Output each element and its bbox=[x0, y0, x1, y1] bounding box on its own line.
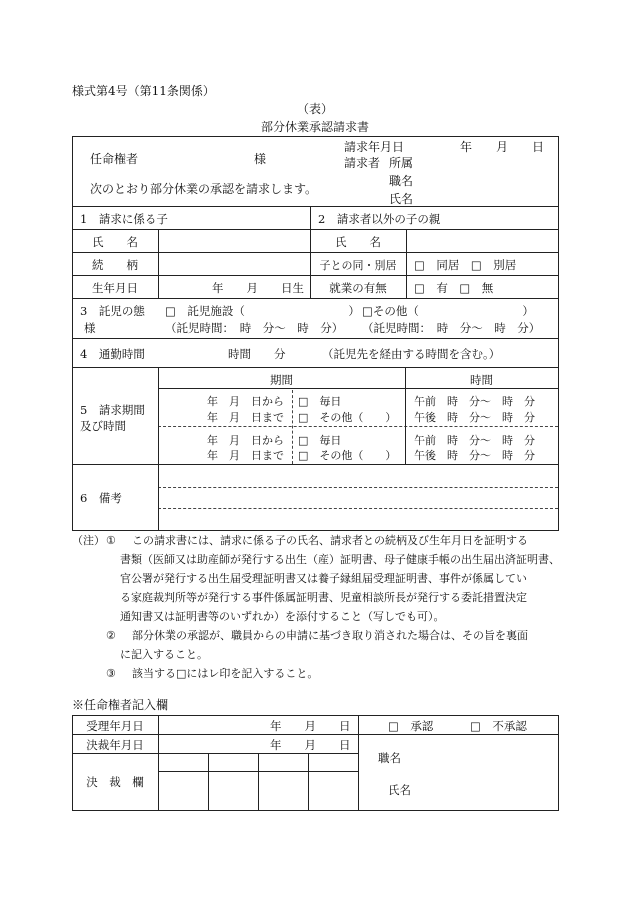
period1-daily[interactable]: □ 毎日 bbox=[298, 395, 342, 408]
childcare-time-1: （託児時間： 時 分～ 時 分） bbox=[165, 321, 344, 335]
approver-position-label: 職名 bbox=[378, 751, 401, 765]
period2-pm: 午後 時 分～ 時 分 bbox=[414, 449, 535, 462]
note2-mark: ② bbox=[106, 629, 116, 642]
affiliation-label: 所属 bbox=[389, 156, 414, 170]
approve-option[interactable]: □ 承認 bbox=[388, 719, 434, 733]
received-date-label: 受理年月日 bbox=[86, 719, 144, 733]
section6-label: 6 備考 bbox=[80, 491, 122, 505]
birthdate-label: 生年月日 bbox=[92, 281, 138, 295]
approver-name-label: 氏名 bbox=[388, 783, 411, 797]
note1-line5: 通知書又は証明書等のいずれか）を添付すること（写しでも可）。 bbox=[120, 610, 445, 623]
position-label: 職名 bbox=[389, 174, 414, 188]
side-label: （表） bbox=[296, 102, 333, 116]
note1-line3: 官公署が発行する出生届受理証明書又は養子縁組届受理証明書、事件が係属してい bbox=[120, 572, 527, 585]
section5-label-line1: 5 請求期間 bbox=[80, 403, 145, 417]
child-name-label: 氏 名 bbox=[92, 235, 138, 249]
received-date-value: 年 月 日 bbox=[270, 719, 351, 733]
request-statement: 次のとおり部分休業の承認を請求します。 bbox=[90, 182, 318, 196]
section1-heading: 1 請求に係る子 bbox=[80, 212, 168, 226]
note1-line4: る家庭裁判所等が発行する事件係属証明書、児童相談所長が発行する委託措置決定 bbox=[120, 591, 527, 604]
childcare-other-option[interactable]: □その他（ ） bbox=[362, 304, 534, 318]
section3-label-line1: 3 託児の態 bbox=[80, 304, 145, 318]
section5-label-line2: 及び時間 bbox=[80, 419, 126, 433]
appointer-label: 任命権者 bbox=[90, 152, 139, 166]
employment-checkboxes[interactable]: □ 有 □ 無 bbox=[414, 281, 494, 295]
period2-other[interactable]: □ その他（ ） bbox=[298, 449, 397, 462]
note3-mark: ③ bbox=[106, 667, 116, 680]
note1-mark: ① bbox=[106, 534, 116, 547]
decided-date-label: 決裁年月日 bbox=[86, 738, 144, 752]
period2-daily[interactable]: □ 毎日 bbox=[298, 434, 342, 447]
employment-label: 就業の有無 bbox=[329, 281, 387, 295]
sama-label: 様 bbox=[254, 152, 267, 166]
period1-to: 年 月 日まで bbox=[207, 411, 284, 424]
form-id: 様式第4号（第11条関係） bbox=[72, 84, 215, 98]
note2-line1: 部分休業の承認が、職員からの申請に基づき取り消された場合は、その旨を裏面 bbox=[132, 629, 528, 642]
parent-name-label: 氏 名 bbox=[335, 235, 381, 249]
section4-label: 4 通勤時間 bbox=[80, 347, 145, 361]
period1-am: 午前 時 分～ 時 分 bbox=[414, 395, 535, 408]
time-header: 時間 bbox=[470, 373, 493, 387]
request-date-value: 年 月 日 bbox=[460, 140, 545, 154]
period-header: 期間 bbox=[270, 373, 293, 387]
period1-from: 年 月 日から bbox=[207, 395, 284, 408]
reject-option[interactable]: □ 不承認 bbox=[470, 719, 527, 733]
period2-to: 年 月 日まで bbox=[207, 449, 284, 462]
section2-heading: 2 請求者以外の子の親 bbox=[318, 212, 441, 226]
decision-column-label: 決 裁 欄 bbox=[86, 775, 144, 789]
decided-date-value: 年 月 日 bbox=[270, 738, 351, 752]
appointer-section-heading: ※任命権者記入欄 bbox=[72, 698, 169, 712]
form-title: 部分休業承認請求書 bbox=[260, 120, 369, 134]
childcare-time-2: （託児時間： 時 分～ 時 分） bbox=[362, 321, 541, 335]
relation-label: 続 柄 bbox=[92, 258, 138, 272]
requester-label: 請求者 bbox=[344, 156, 381, 170]
note2-line2: に記入すること。 bbox=[120, 648, 208, 661]
period1-pm: 午後 時 分～ 時 分 bbox=[414, 411, 535, 424]
period2-am: 午前 時 分～ 時 分 bbox=[414, 434, 535, 447]
birthdate-value: 年 月 日生 bbox=[212, 281, 304, 295]
note1-line2: 書類（医師又は助産師が発行する出生（産）証明書、母子健康手帳の出生届出済証明書、 bbox=[120, 553, 560, 566]
childcare-facility-option[interactable]: □ 託児施設（ ） bbox=[165, 304, 360, 318]
note3-line: 該当する□にはレ印を記入すること。 bbox=[132, 667, 319, 680]
commute-time-value: 時間 分 bbox=[228, 347, 286, 361]
period2-from: 年 月 日から bbox=[207, 434, 284, 447]
notes-prefix: （注） bbox=[72, 534, 105, 547]
section3-label-line2: 様 bbox=[84, 321, 96, 335]
period1-other[interactable]: □ その他（ ） bbox=[298, 411, 397, 424]
cohabitation-label: 子との同・別居 bbox=[319, 259, 397, 272]
note1-line1: この請求書には、請求に係る子の氏名、請求者との続柄及び生年月日を証明する bbox=[132, 534, 528, 547]
name-label: 氏名 bbox=[389, 192, 414, 206]
request-date-label: 請求年月日 bbox=[344, 140, 405, 154]
commute-time-note: （託児先を経由する時間を含む。） bbox=[322, 347, 501, 361]
cohabitation-checkboxes[interactable]: □ 同居 □ 別居 bbox=[414, 258, 517, 272]
